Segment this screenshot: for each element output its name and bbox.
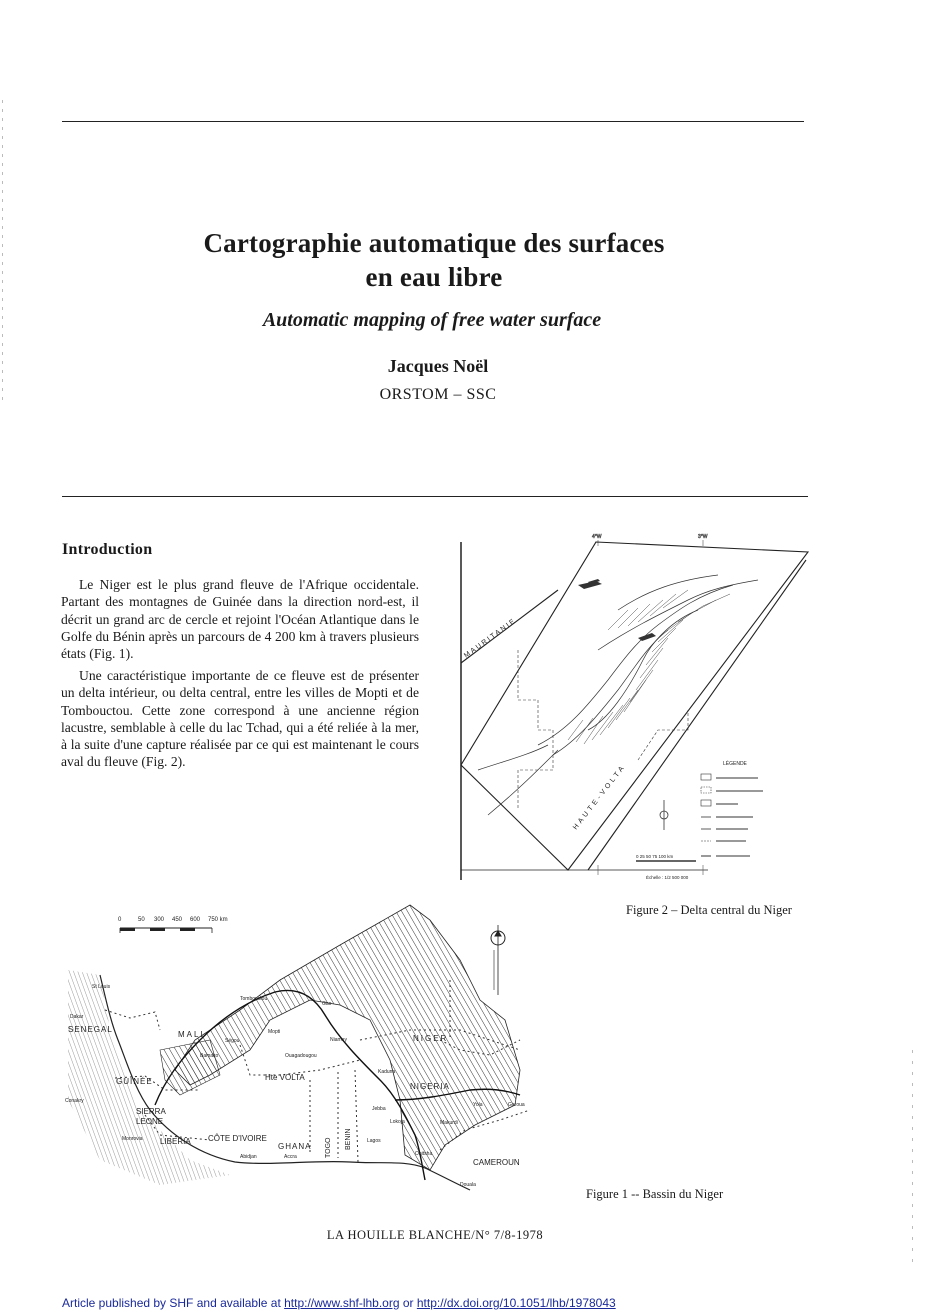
header-bottom-rule <box>62 496 808 497</box>
country-niger: NIGER <box>413 1034 449 1043</box>
city-lagos: Lagos <box>367 1138 381 1144</box>
country-benin: BENIN <box>345 1128 352 1150</box>
city-bamako: Bamako <box>200 1053 219 1059</box>
country-senegal: SENEGAL <box>68 1025 113 1034</box>
scale-label: 0 25 50 75 100 km <box>636 854 674 859</box>
country-sierra: SIERRA <box>136 1107 166 1116</box>
shf-lhb-link[interactable]: http://www.shf-lhb.org <box>284 1296 400 1310</box>
svg-text:4°W: 4°W <box>592 534 602 540</box>
country-liberia: LIBERIA <box>160 1137 191 1146</box>
city-st-louis: St Louis <box>92 984 111 990</box>
title-line-2: en eau libre <box>365 262 503 292</box>
country-ghana: GHANA <box>278 1142 312 1151</box>
city-gao: Gao <box>322 1001 332 1007</box>
footer-middle: or <box>399 1296 417 1310</box>
country-nigeria: NIGERIA <box>410 1082 450 1091</box>
figure-2-caption: Figure 2 – Delta central du Niger <box>626 903 792 917</box>
author-affiliation: ORSTOM – SSC <box>379 386 497 403</box>
paragraph: Une caractéristique importante de ce fleuve est de présenter un delta intérieur, ou delta central, entre les villes de Mopti et de Tombouctou. Cette zone correspond à une ancienne région lacustre, semblable à celle du lac Tchad, qui a été reliée à la mer, à la suite d'une capture réalisée par ce qui est maintenant le cours aval du fleuve (Fig. 2). <box>61 668 419 770</box>
scale-tick: 0 <box>118 917 122 923</box>
title-line-1: Cartographie automatique des surfaces <box>203 228 665 258</box>
city-lokoja: Lokoja <box>390 1119 405 1125</box>
author-name: Jacques Noël <box>387 356 489 376</box>
scale-ratio: Échelle : 1/2 500 000 <box>646 875 689 880</box>
doi-link[interactable]: http://dx.doi.org/10.1051/lhb/1978043 <box>416 1296 616 1310</box>
article-subtitle: Automatic mapping of free water surface <box>262 309 602 331</box>
city-garoua: Garoua <box>508 1102 525 1108</box>
paragraph: Le Niger est le plus grand fleuve de l'Afrique occidentale. Partant des montagnes de Guinée dans la direction nord-est, il décrit un grand arc de cercle et rejoint l'Océan Atlantique dans le Golfe du Bénin après un parcours de 4 200 km à travers plusieurs états (Fig. 1). <box>61 577 419 662</box>
country-leone: LEONE <box>136 1117 164 1126</box>
figure-2-delta-map <box>458 530 818 890</box>
image-footprint-parallelogram <box>461 542 808 870</box>
city-yola: Yola <box>473 1102 483 1108</box>
scale-tick: 50 <box>138 917 145 923</box>
footer-prefix: Article published by SHF and available at <box>62 1296 285 1310</box>
city-kaduna: Kaduna <box>378 1069 396 1075</box>
figure-1-north-arrow <box>491 925 505 995</box>
svg-text:3°W: 3°W <box>698 534 708 540</box>
country-togo: TOGO <box>325 1137 332 1158</box>
city-dakar: Dakar <box>70 1014 84 1020</box>
city-conakry: Conakry <box>65 1098 84 1104</box>
figure-2-scale-bar <box>636 854 696 880</box>
section-heading: Introduction <box>62 541 153 558</box>
city-douala: Douala <box>460 1182 476 1188</box>
city-mopti: Mopti <box>268 1029 281 1035</box>
city-abidjan: Abidjan <box>240 1154 257 1160</box>
scale-tick: 600 <box>190 917 201 923</box>
figure-2-legend <box>701 760 763 856</box>
mauritanie-label: MAURITANIE <box>463 617 518 660</box>
map-frame <box>461 542 708 880</box>
city-onitsha: Onitsha <box>415 1151 433 1157</box>
city-tombouctou: Tombouctou <box>240 996 268 1002</box>
city-monrovia: Monrovia <box>122 1136 143 1142</box>
city-accra: Accra <box>284 1154 297 1160</box>
city-makurdi: Makurdi <box>440 1120 458 1126</box>
country-cote-divoire: CÔTE D'IVOIRE <box>208 1134 267 1143</box>
city-ouagadougou: Ouagadougou <box>285 1053 317 1059</box>
country-mali: MALI <box>178 1030 205 1039</box>
city-jebba: Jebba <box>372 1106 386 1112</box>
country-guinee: GUINÉE <box>116 1077 153 1086</box>
country-haute-volta: Hte VOLTA <box>265 1073 305 1082</box>
scale-tick: 450 <box>172 917 183 923</box>
country-cameroun: CAMEROUN <box>473 1158 520 1167</box>
graticule <box>592 534 708 875</box>
scale-tick: 300 <box>154 917 165 923</box>
figure-1-scale-bar <box>118 917 228 933</box>
figure-2-north-arrow <box>660 800 668 830</box>
scan-edge-mark <box>912 1050 913 1270</box>
top-rule <box>62 121 804 122</box>
scale-tick: 750 km <box>208 917 228 923</box>
haute-volta-label: HAUTE-VOLTA <box>572 763 628 832</box>
figure-1-basin-map <box>60 900 560 1200</box>
legend-title: LÉGENDE <box>723 761 747 767</box>
city-niamey: Niamey <box>330 1037 347 1043</box>
article-title <box>0 226 868 294</box>
journal-reference: LA HOUILLE BLANCHE/N° 7/8-1978 <box>326 1228 544 1242</box>
figure-1-caption: Figure 1 -- Bassin du Niger <box>586 1187 724 1201</box>
publication-footer <box>62 1296 616 1310</box>
city-segou: Ségou <box>225 1038 240 1044</box>
